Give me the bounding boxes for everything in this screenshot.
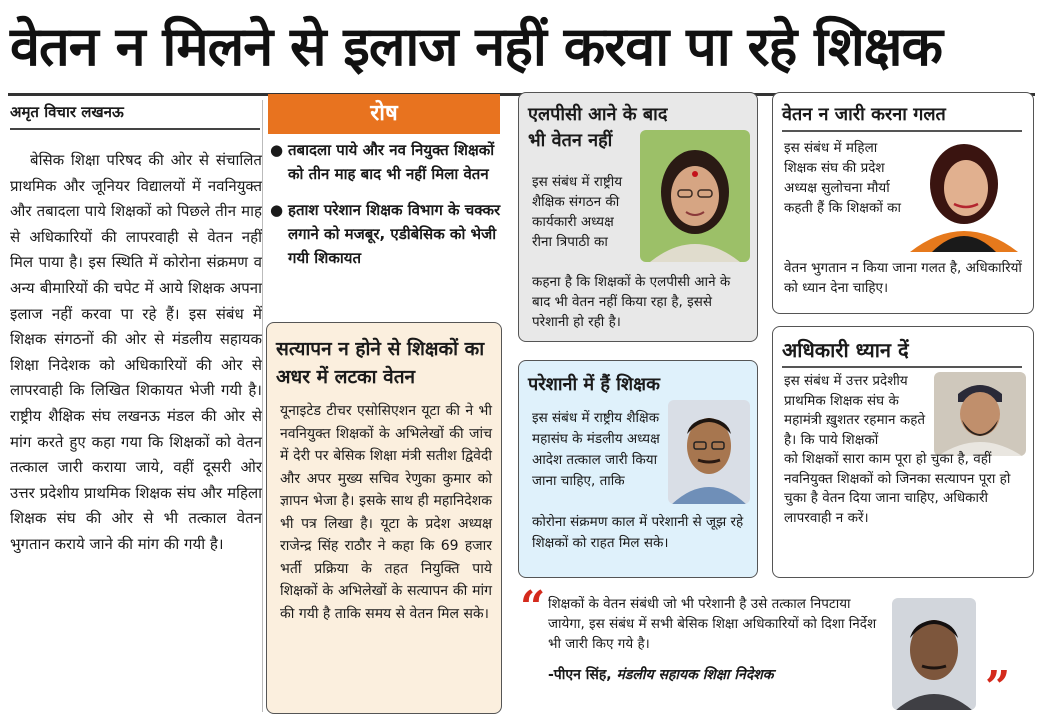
pareshani-body-bottom: कोरोना संक्रमण काल में परेशानी से जूझ रहे शिक्षकों को राहत मिल सके। [532,514,744,551]
adhikari-heading: अधिकारी ध्यान दें [782,338,909,362]
portrait-icon [668,400,750,504]
bullet-icon: ● [270,141,284,159]
portrait-icon [902,134,1026,252]
rosh-heading: रोष [268,94,500,134]
adhikari-body-bottom: को शिक्षकों सारा काम पूरा हो चुका है, वहीं नवनियुक्त शिक्षकों को जिनका सत्यापन पूरा हो चुका है वेतन दिया जाना चाहिए, अधिकारी लापरवाही न करें। [784,451,1011,526]
satyapan-body: यूनाइटेड टीचर एसोसिएशन यूटा की ने भी नवनियुक्त शिक्षकों के अभिलेखों की जांच में देरी पर बेसिक शिक्षा मंत्री सतीश द्विवेदी और अपर मुख्य सचिव रेणुका कुमार को ज्ञापन भेजा है। इसके साथ ही महानिदेशक भी पत्र लिखा है। यूटा के प्रदेश अध्यक्ष राजेन्द्र सिंह राठौर ने कहा कि 69 हजार भर्ती प्रक्रिया के तहत नियुक्ति पाये शिक्षकों के अभिलेखों के सत्यापन की मांग की गयी है ताकि समय से वेतन मिल सके। [280,403,492,622]
bullet-icon: ● [270,201,284,219]
headline: वेतन न मिलने से इलाज नहीं करवा पा रहे शिक्षक [10,15,942,78]
adhikari-rule [782,366,1022,368]
vetan-galat-rule [782,130,1022,132]
adhikari-body-top: इस संबंध में उत्तर प्रदेशीय प्राथमिक शिक्षक संघ के महामंत्री ख़ुशतर रहमान कहते है। कि पाये शिक्षकों [784,373,926,448]
byline-rule [10,128,260,130]
portrait-icon [934,372,1026,456]
pareshani-body-top: इस संबंध में राष्ट्रीय शैक्षिक महासंघ के मंडलीय अध्यक्ष आदेश तत्काल जारी किया जाना चाहिए, ताकि [532,410,660,489]
reena-tripathi-photo [640,130,750,262]
khushtar-rehman-photo [934,372,1026,456]
vetan-galat-body-top: इस संबंध में महिला शिक्षक संघ की प्रदेश अध्यक्ष सुलोचना मौर्या कहती हैं कि शिक्षकों का [784,140,902,216]
quote-text: शिक्षकों के वेतन संबंधी जो भी परेशानी है उसे तत्काल निपटाया जायेगा, इस संबंध में सभी बेसिक शिक्षा अधिकारियों को दिशा निर्देश भी जारी किए गये है। [548,596,877,652]
elp-body-bottom: कहना है कि शिक्षकों के एलपीसी आने के बाद भी वेतन नहीं किया रहा है, इससे परेशानी हो रही है। [532,274,731,330]
vetan-galat-body-bottom: वेतन भुगतान न किया जाना गलत है, अधिकारियों को ध्यान देना चाहिए। [784,260,1022,296]
elp-heading: एलपीसी आने के बाद भी वेतन नहीं [528,104,668,151]
column-divider [262,100,263,712]
portrait-icon [640,130,750,262]
byline: अमृत विचार लखनऊ [10,103,124,121]
rosh-point-text: तबादला पाये और नव नियुक्त शिक्षकों को तीन माह बाद भी नहीं मिला वेतन [288,141,495,183]
aadesh-photo [668,400,750,504]
quote-author-title: मंडलीय सहायक शिक्षा निदेशक [616,667,774,683]
quote-author [548,664,878,686]
quote-open-mark: “ [520,582,546,633]
sulochana-maurya-photo [902,134,1026,252]
rosh-points-list [270,138,502,282]
rosh-point [270,198,502,270]
rosh-point-text: हताश परेशान शिक्षक विभाग के चक्कर लगाने को मजबूर, एडीबेसिक को भेजी गयी शिकायत [288,201,501,267]
satyapan-heading: सत्यापन न होने से शिक्षकों का अधर में लटका वेतन [276,338,485,388]
main-article-text: बेसिक शिक्षा परिषद की ओर से संचालित प्राथमिक और जूनियर विद्यालयों में नवनियुक्त और तबादला पाये शिक्षकों को पिछले तीन माह से अधिकारियों की लापरवाही से वेतन नहीं मिल पाया है। इस स्थिति में कोरोना संक्रमण व अन्य बीमारियों की चपेट में आये शिक्षक अपना इलाज नहीं करवा पा रहे हैं। इस संबंध में शिक्षक संगठनों की ओर से मंडलीय सहायक शिक्षा निदेशक को अधिकारियों की ओर से लापरवाही कि लिखित शिकायत भेजी गयी है। राष्ट्रीय शैक्षिक संघ लखनऊ मंडल की ओर से मांग करते हुए कहा गया कि शिक्षकों को वेतन तत्काल जारी कराया जाये, वहीं दूसरी ओर उत्तर प्रदेशीय प्राथमिक शिक्षक संघ और महिला शिक्षक संघ की ओर से भी तत्काल वेतन भुगतान कराये जाने की मांग की गयी है। [10,151,262,553]
rosh-point [270,138,502,186]
quote-author-name: -पीएन सिंह, [548,667,612,683]
vetan-galat-heading: वेतन न जारी करना गलत [782,104,946,125]
pn-singh-photo [892,598,976,710]
quote-close-mark: ” [985,662,1011,713]
pareshani-heading: परेशानी में हैं शिक्षक [528,374,660,395]
elp-body-top: इस संबंध में राष्ट्रीय शैक्षिक संगठन की कार्यकारी अध्यक्ष रीना त्रिपाठी का [532,174,623,250]
portrait-icon [892,598,976,710]
